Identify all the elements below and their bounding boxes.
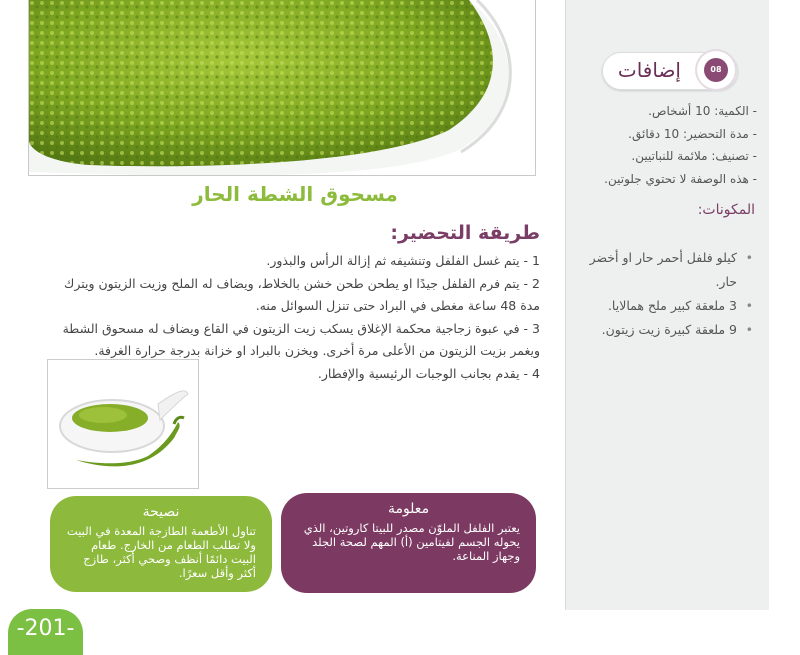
method-heading: طريقة التحضير: [390,222,540,244]
recipe-hero-photo [28,0,536,176]
meta-item: - مدة التحضير: 10 دقائق. [628,126,757,141]
tip-box-title: نصيحة [142,504,180,520]
section-label: إضافات [617,58,681,82]
ingredient-item: • كيلو فلفل أحمر حار او أخضر حار. [575,246,755,294]
ingredient-item: • 9 ملعقة كبيرة زيت زيتون. [575,318,755,342]
method-step: 2 - يتم فرم الفلفل جيدًا او يطحن طحن خشن بالخلاط، ويضاف له الملح وزيت الزيتون ويترك مدة 48 ساعة مغطى في البراد حتى تنزل السوائل منه. [64,275,540,313]
method-step: 4 - يقدم بجانب الوجبات الرئيسية والإفطار. [317,365,540,381]
info-box-text: يعتبر الفلفل الملوّن مصدر للبيتا كاروتين، الذي يحوله الجسم لفيتامين (أ) المهم لصحة الجلد وجهاز المناعة. [303,521,520,563]
recipe-sidebar [565,0,769,610]
page-number: -201- [8,609,83,655]
recipe-meta-list [577,100,757,190]
ingredients-heading: المكونات: [697,202,755,218]
ingredients-list [575,246,755,342]
ingredient-item: • 3 ملعقة كبير ملح همالايا. [575,294,755,318]
method-step: 1 - يتم غسل الفلفل وتنشيفه ثم إزالة الرأس والبذور. [266,253,540,268]
tip-box-text: تناول الأطعمة الطازجة المعدة في البيت ولا تطلب الطعام من الخارج. طعام البيت دائمًا أنظف وصحي أكثر، طازج أكثر وأقل سعرًا. [66,524,256,580]
recipe-title: مسحوق الشطة الحار [192,182,398,206]
info-box-title: معلومة [387,501,430,517]
tip-box [50,496,272,592]
meta-item: - الكمية: 10 أشخاص. [648,104,757,118]
dish-photo [47,359,199,489]
method-step: 3 - في عبوة زجاجية محكمة الإغلاق يسكب زيت الزيتون في القاع ويضاف له مسحوق الشطة ويغمر بزيت الزيتون من الأعلى مرة أخرى. ويخزن بالبراد او خزانة بدرجة حرارة الغرفة. [62,320,540,358]
section-pill [602,52,738,90]
info-box [281,493,536,593]
section-badge [697,51,735,89]
section-badge-number: 08 [704,58,728,82]
meta-item: - تصنيف: ملائمة للنباتيين. [631,149,757,163]
meta-item: - هذه الوصفة لا تحتوي جلوتين. [604,171,757,186]
